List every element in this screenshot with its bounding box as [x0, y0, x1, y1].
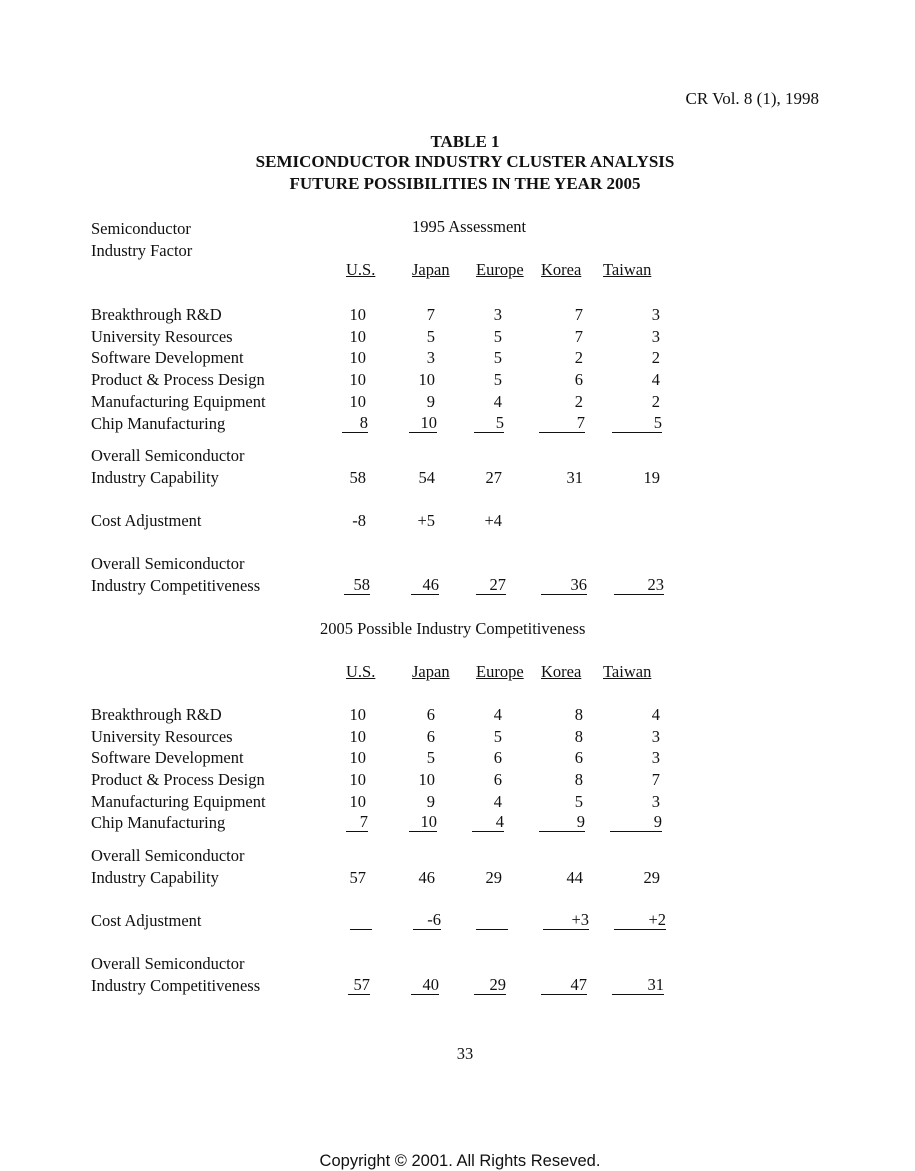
section2-cell: 3 — [651, 748, 660, 767]
section2-cell: 7 — [651, 770, 660, 789]
section2-cell: 5 — [493, 727, 502, 746]
section2-row-label: Chip Manufacturing — [91, 813, 226, 832]
journal-header: CR Vol. 8 (1), 1998 — [685, 89, 819, 108]
section1-capability-label-1: Overall Semiconductor — [91, 446, 245, 465]
section1-cost-cell: +5 — [417, 511, 435, 530]
section2-cell: 7 — [346, 813, 368, 832]
section2-col-header-3: Korea — [541, 662, 582, 681]
table-subtitle: FUTURE POSSIBILITIES IN THE YEAR 2005 — [289, 174, 641, 193]
section2-col-header-1: Japan — [412, 662, 450, 681]
section2-capability-cell: 46 — [418, 868, 435, 887]
section2-cell: 9 — [610, 813, 662, 832]
section2-capability-label-1: Overall Semiconductor — [91, 846, 245, 865]
section1-row-label: Manufacturing Equipment — [91, 392, 266, 411]
section1-competitiveness-cell: 36 — [541, 576, 587, 595]
section1-cell: 10 — [349, 392, 366, 411]
factor-label-line2: Industry Factor — [91, 241, 193, 260]
section2-competitiveness-cell: 31 — [612, 976, 664, 995]
section1-cell: 10 — [409, 414, 437, 433]
section2-cell: 9 — [426, 792, 435, 811]
section2-competitiveness-label-1: Overall Semiconductor — [91, 954, 245, 973]
section1-row-label: Software Development — [91, 348, 244, 367]
section1-cost-cell: +4 — [484, 511, 502, 530]
section2-cell: 3 — [651, 727, 660, 746]
section1-competitiveness-cell: 46 — [411, 576, 439, 595]
section1-cell: 7 — [574, 305, 583, 324]
section2-row-label: University Resources — [91, 727, 233, 746]
section2-cost-cell: +3 — [543, 911, 589, 930]
section1-cell: 8 — [342, 414, 368, 433]
section2-competitiveness-label-2: Industry Competitiveness — [91, 976, 261, 995]
section2-cost-cell — [476, 911, 508, 930]
section1-title: 1995 Assessment — [412, 217, 527, 236]
section1-cell: 2 — [651, 392, 660, 411]
section1-cell: 10 — [349, 370, 366, 389]
section2-competitiveness-cell: 57 — [348, 976, 370, 995]
section2-capability-label-2: Industry Capability — [91, 868, 219, 887]
section2-title: 2005 Possible Industry Competitiveness — [320, 619, 586, 638]
section1-col-header-0: U.S. — [346, 260, 376, 279]
section2-cost-cell: -6 — [413, 911, 441, 930]
section1-cell: 5 — [493, 327, 502, 346]
section2-cell: 5 — [574, 792, 583, 811]
section1-competitiveness-label-1: Overall Semiconductor — [91, 554, 245, 573]
section2-cell: 4 — [472, 813, 504, 832]
section2-capability-cell: 29 — [643, 868, 660, 887]
section1-row-label: Product & Process Design — [91, 370, 265, 389]
table-number: TABLE 1 — [430, 132, 500, 151]
factor-label-line1: Semiconductor — [91, 219, 191, 238]
section1-capability-cell: 58 — [349, 468, 366, 487]
section1-cell: 3 — [493, 305, 502, 324]
section1-cell: 2 — [651, 348, 660, 367]
section1-cell: 5 — [612, 414, 662, 433]
section1-capability-label-2: Industry Capability — [91, 468, 219, 487]
section1-cost-cell: -8 — [352, 511, 366, 530]
section2-row-label: Breakthrough R&D — [91, 705, 222, 724]
section1-cell: 7 — [539, 414, 585, 433]
section1-cell: 3 — [651, 327, 660, 346]
section1-cell: 3 — [426, 348, 435, 367]
section2-row-label: Manufacturing Equipment — [91, 792, 266, 811]
section1-cell: 10 — [349, 305, 366, 324]
section1-cost-label: Cost Adjustment — [91, 511, 202, 530]
section1-capability-cell: 19 — [643, 468, 660, 487]
section2-cell: 6 — [493, 770, 502, 789]
section2-cell: 3 — [651, 792, 660, 811]
section2-cell: 10 — [349, 770, 366, 789]
section2-cell: 6 — [426, 705, 435, 724]
section1-cell: 6 — [574, 370, 583, 389]
section2-cell: 10 — [418, 770, 435, 789]
section1-cell: 7 — [574, 327, 583, 346]
section1-cell: 9 — [426, 392, 435, 411]
section2-cost-cell — [350, 911, 372, 930]
section2-cell: 10 — [349, 727, 366, 746]
section2-cell: 10 — [349, 748, 366, 767]
section1-competitiveness-label-2: Industry Competitiveness — [91, 576, 261, 595]
section1-competitiveness-cell: 23 — [614, 576, 664, 595]
section2-cell: 4 — [651, 705, 660, 724]
section1-competitiveness-cell: 58 — [344, 576, 370, 595]
section1-cell: 7 — [426, 305, 435, 324]
section1-cell: 5 — [426, 327, 435, 346]
section2-cell: 8 — [574, 705, 583, 724]
section2-cost-cell: +2 — [614, 911, 666, 930]
section2-cell: 10 — [349, 705, 366, 724]
section1-capability-cell: 31 — [566, 468, 583, 487]
section2-cell: 6 — [426, 727, 435, 746]
section2-capability-cell: 44 — [566, 868, 583, 887]
section2-row-label: Software Development — [91, 748, 244, 767]
section2-cell: 8 — [574, 770, 583, 789]
section2-col-header-0: U.S. — [346, 662, 376, 681]
page-number: 33 — [456, 1044, 474, 1063]
section2-cost-label: Cost Adjustment — [91, 911, 202, 930]
section2-cell: 6 — [493, 748, 502, 767]
section2-cell: 5 — [426, 748, 435, 767]
section1-competitiveness-cell: 27 — [476, 576, 506, 595]
section1-col-header-1: Japan — [412, 260, 450, 279]
section2-competitiveness-cell: 29 — [474, 976, 506, 995]
section1-row-label: University Resources — [91, 327, 233, 346]
section1-col-header-2: Europe — [476, 260, 524, 279]
section1-cell: 5 — [493, 348, 502, 367]
section2-capability-cell: 29 — [485, 868, 502, 887]
section2-cell: 8 — [574, 727, 583, 746]
section1-cell: 3 — [651, 305, 660, 324]
section1-row-label: Chip Manufacturing — [91, 414, 226, 433]
section1-capability-cell: 27 — [485, 468, 502, 487]
table-title: SEMICONDUCTOR INDUSTRY CLUSTER ANALYSIS — [255, 152, 675, 171]
copyright-footer: Copyright © 2001. All Rights Reseved. — [319, 1152, 601, 1170]
section1-cell: 10 — [349, 348, 366, 367]
section2-competitiveness-cell: 40 — [411, 976, 439, 995]
section2-col-header-4: Taiwan — [603, 662, 652, 681]
section1-cell: 2 — [574, 392, 583, 411]
section1-cell: 10 — [349, 327, 366, 346]
section2-competitiveness-cell: 47 — [541, 976, 587, 995]
section2-capability-cell: 57 — [349, 868, 366, 887]
section1-cell: 5 — [474, 414, 504, 433]
section1-col-header-4: Taiwan — [603, 260, 652, 279]
section2-cell: 9 — [539, 813, 585, 832]
section1-cell: 5 — [493, 370, 502, 389]
section1-capability-cell: 54 — [418, 468, 435, 487]
section1-row-label: Breakthrough R&D — [91, 305, 222, 324]
section2-cell: 4 — [493, 792, 502, 811]
section1-cell: 2 — [574, 348, 583, 367]
section1-col-header-3: Korea — [541, 260, 582, 279]
section2-cell: 10 — [409, 813, 437, 832]
section2-cell: 10 — [349, 792, 366, 811]
section2-cell: 6 — [574, 748, 583, 767]
section2-row-label: Product & Process Design — [91, 770, 265, 789]
section1-cell: 4 — [651, 370, 660, 389]
section1-cell: 10 — [418, 370, 435, 389]
section2-col-header-2: Europe — [476, 662, 524, 681]
section1-cell: 4 — [493, 392, 502, 411]
section2-cell: 4 — [493, 705, 502, 724]
